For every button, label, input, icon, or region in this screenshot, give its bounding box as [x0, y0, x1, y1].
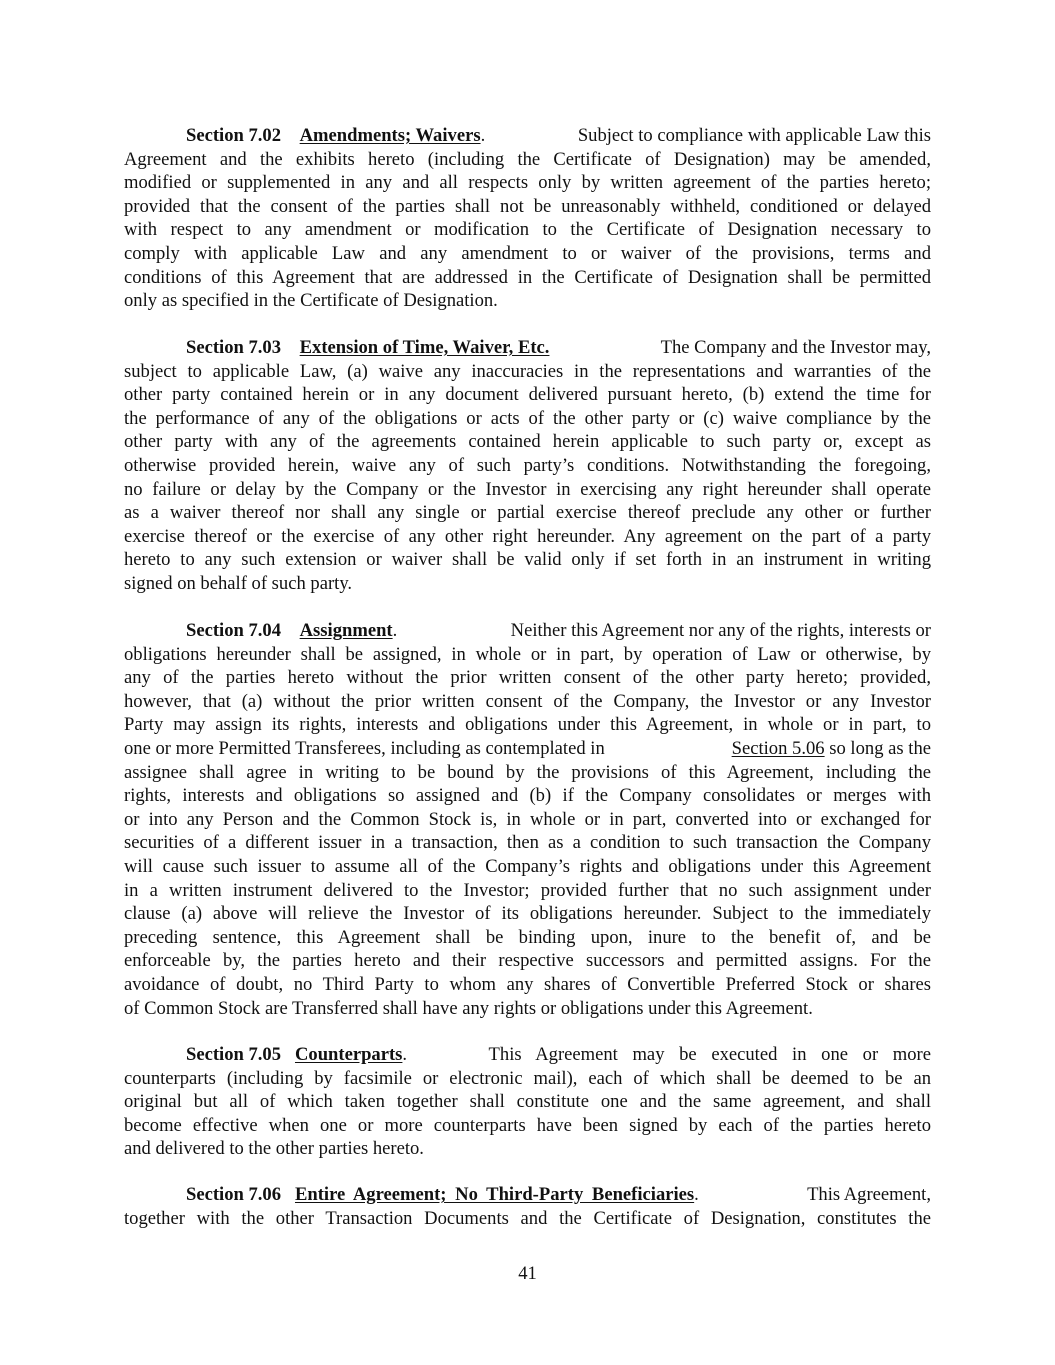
- body-line: Party may assign its rights, interests and obligations under this Agreement, in whole or in part, to: [124, 714, 931, 736]
- section-title: Amendments; Waivers: [299, 125, 481, 146]
- body-line: obligations hereunder shall be assigned, in whole or in part, by operation of Law or otherwise, by: [124, 643, 931, 665]
- section-heading-line: [124, 1043, 931, 1067]
- section-heading-line: [124, 124, 931, 148]
- section-5-06-link[interactable]: Section 5.06: [731, 737, 825, 759]
- body-line: other party contained herein or in any document delivered pursuant hereto, (b) extend the time for: [124, 384, 931, 406]
- section-heading-line: [124, 336, 931, 360]
- section-heading-line: [124, 1183, 931, 1207]
- section-7-02: [124, 124, 931, 313]
- section-title: Entire Agreement; No Third-Party Beneficiaries: [294, 1184, 695, 1205]
- body-text: so long as the: [829, 737, 931, 759]
- section-number: Section 7.02: [186, 125, 282, 146]
- body-line: become effective when one or more counterparts have been signed by each of the parties hereto: [124, 1114, 931, 1136]
- body-line: assignee shall agree in writing to be bound by the provisions of this Agreement, including the: [124, 761, 931, 783]
- body-line: signed on behalf of such party.: [124, 572, 353, 594]
- body-line: exercise thereof or the exercise of any other right hereunder. Any agreement on the part of a party: [124, 525, 931, 547]
- section-7-04: [124, 619, 931, 1020]
- body-line: however, that (a) without the prior written consent of the Company, the Investor or any Investor: [124, 690, 931, 712]
- section-7-03: [124, 336, 931, 596]
- section-title: Counterparts: [294, 1044, 403, 1065]
- body-line: rights, interests and obligations so assigned and (b) if the Company consolidates or merges with: [124, 785, 931, 807]
- body-line: no failure or delay by the Company or the Investor in exercising any right hereunder shall operate: [124, 478, 931, 500]
- body-line: and delivered to the other parties hereto.: [124, 1138, 424, 1160]
- body-line-with-reference: [124, 737, 931, 761]
- section-title: Assignment: [299, 620, 393, 641]
- body-line: avoidance of doubt, no Third Party to whom any shares of Convertible Preferred Stock or shares: [124, 973, 931, 995]
- section-number: Section 7.03: [186, 337, 282, 358]
- body-line: provided that the consent of the parties shall not be unreasonably withheld, conditioned or delayed: [124, 195, 931, 217]
- body-line: the performance of any of the obligations or acts of the other party or (c) waive compliance by the: [124, 407, 931, 429]
- body-line: securities of a different issuer in a transaction, then as a condition to such transaction the Company: [124, 832, 931, 854]
- body-text: This Agreement,: [807, 1184, 931, 1205]
- body-line: otherwise provided herein, waive any of such party’s conditions. Notwithstanding the foregoing,: [124, 454, 931, 476]
- body-line: Agreement and the exhibits hereto (including the Certificate of Designation) may be amended,: [124, 148, 931, 170]
- body-line: hereto to any such extension or waiver shall be valid only if set forth in an instrument in writing: [124, 549, 931, 571]
- body-line: modified or supplemented in any and all respects only by written agreement of the parties hereto;: [124, 172, 931, 194]
- body-line: other party with any of the agreements contained herein applicable to such party or, except as: [124, 431, 931, 453]
- body-line: comply with applicable Law and any amendment to or waiver of the provisions, terms and: [124, 242, 931, 264]
- body-line: or into any Person and the Common Stock is, in whole or in part, converted into or exchanged for: [124, 808, 931, 830]
- title-suffix: .: [392, 620, 398, 641]
- body-line: clause (a) above will relieve the Investor of its obligations hereunder. Subject to the immediately: [124, 903, 931, 925]
- body-text: Subject to compliance with applicable Law this: [577, 125, 931, 146]
- body-line: counterparts (including by facsimile or electronic mail), each of which shall be deemed to be an: [124, 1067, 931, 1089]
- section-number: Section 7.04: [186, 620, 282, 641]
- body-line: in a written instrument delivered to the Investor; provided further that no such assignment under: [124, 879, 931, 901]
- section-heading-line: [124, 619, 931, 643]
- body-line: enforceable by, the parties hereto and their respective successors and permitted assigns. For the: [124, 950, 931, 972]
- body-line: any of the parties hereto without the prior written consent of the other party hereto; provided,: [124, 667, 931, 689]
- body-line: subject to applicable Law, (a) waive any inaccuracies in the representations and warranties of the: [124, 360, 931, 382]
- body-line: conditions of this Agreement that are addressed in the Certificate of Designation shall be permitted: [124, 266, 931, 288]
- body-line: together with the other Transaction Documents and the Certificate of Designation, constitutes the: [124, 1207, 931, 1229]
- title-suffix: .: [480, 125, 486, 146]
- body-text: This Agreement may be executed in one or more: [488, 1044, 931, 1065]
- page-number: 41: [518, 1263, 537, 1284]
- body-line: only as specified in the Certificate of Designation.: [124, 290, 498, 312]
- body-text: The Company and the Investor may,: [660, 337, 931, 358]
- body-line: as a waiver thereof nor shall any single or partial exercise thereof preclude any other or further: [124, 502, 931, 524]
- body-text: Neither this Agreement nor any of the rights, interests or: [510, 620, 931, 641]
- body-line: preceding sentence, this Agreement shall be binding upon, inure to the benefit of, and be: [124, 926, 931, 948]
- title-suffix: .: [694, 1184, 699, 1205]
- section-number: Section 7.05: [186, 1044, 282, 1065]
- body-line: original but all of which taken together shall constitute one and the same agreement, and shall: [124, 1091, 931, 1113]
- section-7-06: [124, 1183, 931, 1230]
- body-line: with respect to any amendment or modification to the Certificate of Designation necessary to: [124, 219, 931, 241]
- body-line: of Common Stock are Transferred shall have any rights or obligations under this Agreement.: [124, 997, 813, 1019]
- title-suffix: .: [402, 1044, 408, 1065]
- section-number: Section 7.06: [186, 1184, 282, 1205]
- section-7-05: [124, 1043, 931, 1161]
- section-title: Extension of Time, Waiver, Etc.: [299, 337, 550, 358]
- body-text: one or more Permitted Transferees, including as contemplated in: [124, 737, 605, 759]
- body-line: will cause such issuer to assume all of the Company’s rights and obligations under this Agreement: [124, 855, 931, 877]
